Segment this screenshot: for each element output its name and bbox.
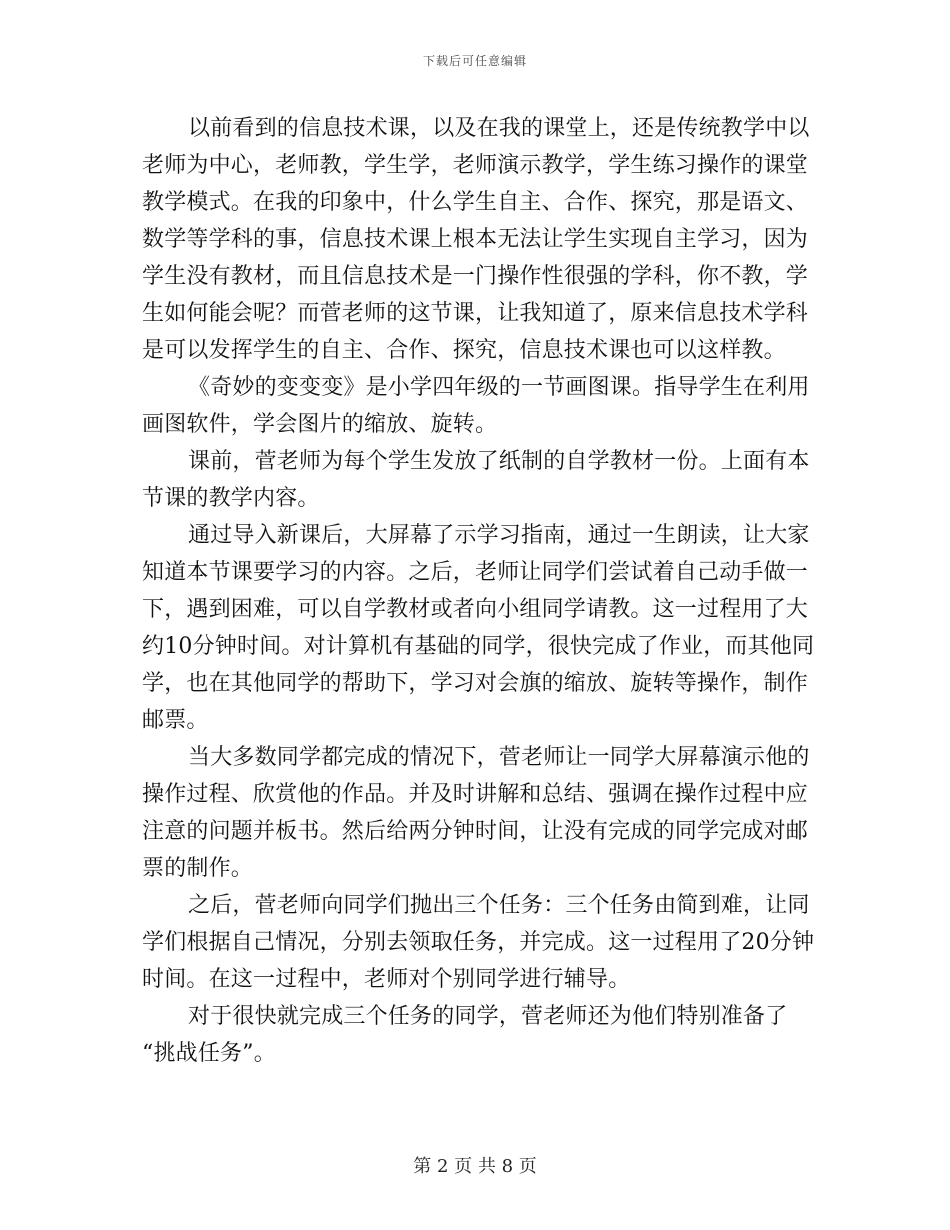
paragraph-line: 数学等学科的事，信息技术课上根本无法让学生实现自主学习，因为 (142, 227, 809, 252)
paragraph-line: 学生没有教材，而且信息技术是一门操作性很强的学科，你不教，学 (142, 264, 809, 289)
paragraph-line: 教学模式。在我的印象中，什么学生自主、合作、探究，那是语文、 (142, 190, 809, 215)
paragraph-line: 注意的问题并板书。然后给两分钟时间，让没有完成的同学完成对邮 (142, 819, 809, 844)
paragraph (142, 739, 822, 887)
paragraph-line: 《奇妙的变变变》是小学四年级的一节画图课。指导学生在利用 (188, 375, 810, 400)
paragraph (142, 443, 822, 517)
paragraph-line: 学们根据自己情况，分别去领取任务，并完成。这一过程用了20分钟 (142, 930, 815, 955)
paragraph-line: 当大多数同学都完成的情况下，菅老师让一同学大屏幕演示他的 (188, 745, 810, 770)
paragraph-line: 画图软件，学会图片的缩放、旋转。 (142, 412, 498, 437)
paragraph-line: 对于很快就完成三个任务的同学，菅老师还为他们特别准备了 (188, 1004, 788, 1029)
paragraph-line: 知道本节课要学习的内容。之后，老师让同学们尝试着自己动手做一 (142, 560, 809, 585)
paragraph (142, 110, 822, 369)
paragraph (142, 887, 822, 998)
paragraph-line: 票的制作。 (142, 856, 254, 881)
paragraph-line: 邮票。 (142, 708, 209, 733)
paragraph-line: 老师为中心，老师教，学生学，老师演示教学，学生练习操作的课堂 (142, 153, 809, 178)
page-header-note: 下载后可任意编辑 (422, 54, 527, 68)
page-number-footer: 第 2 页 共 8 页 (413, 1156, 537, 1177)
paragraph-line: 下，遇到困难，可以自学教材或者向小组同学请教。这一过程用了大 (142, 597, 809, 622)
paragraph-line: 以前看到的信息技术课，以及在我的课堂上，还是传统教学中以 (188, 116, 810, 141)
paragraph (142, 369, 822, 443)
paragraph-line: 是可以发挥学生的自主、合作、探究，信息技术课也可以这样教。 (142, 338, 786, 363)
paragraph-line: 节课的教学内容。 (142, 486, 320, 511)
paragraph-line: 时间。在这一过程中，老师对个别同学进行辅导。 (142, 967, 631, 992)
paragraph-line: 约10分钟时间。对计算机有基础的同学，很快完成了作业，而其他同 (142, 634, 815, 659)
paragraph-line: 之后，菅老师向同学们抛出三个任务：三个任务由简到难，让同 (188, 893, 810, 918)
paragraph-line: 课前，菅老师为每个学生发放了纸制的自学教材一份。上面有本 (188, 449, 810, 474)
paragraph-line: 操作过程、欣赏他的作品。并及时讲解和总结、强调在操作过程中应 (142, 782, 809, 807)
paragraph (142, 998, 822, 1072)
paragraph-line: 通过导入新课后，大屏幕了示学习指南，通过一生朗读，让大家 (188, 523, 810, 548)
document-body (142, 110, 822, 1072)
paragraph-line: 学，也在其他同学的帮助下，学习对会旗的缩放、旋转等操作，制作 (142, 671, 809, 696)
paragraph (142, 517, 822, 739)
paragraph-line: “挑战任务”。 (142, 1041, 276, 1066)
paragraph-line: 生如何能会呢？而菅老师的这节课，让我知道了，原来信息技术学科 (142, 301, 809, 326)
